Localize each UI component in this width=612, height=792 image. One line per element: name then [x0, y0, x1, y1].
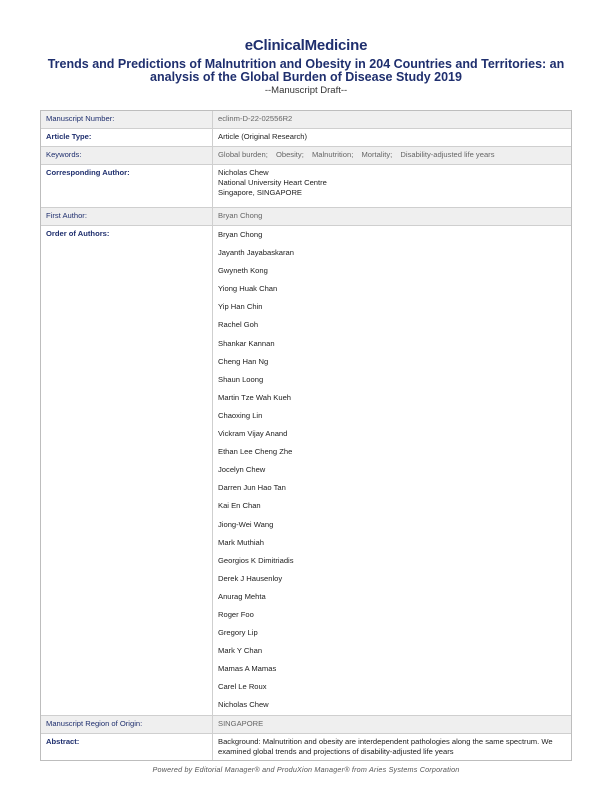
- author-item: Yip Han Chin: [218, 302, 263, 312]
- author-item: Jayanth Jayabaskaran: [218, 248, 294, 258]
- author-item: Bryan Chong: [218, 230, 263, 239]
- row-region-of-origin: [41, 716, 571, 734]
- author-item: Jocelyn Chew: [218, 465, 266, 475]
- corresponding-author-value: [213, 165, 571, 207]
- first-author-value: Bryan Chong: [218, 211, 263, 220]
- author-item: Carel Le Roux: [218, 682, 267, 692]
- keywords-label: Keywords:: [41, 147, 213, 164]
- author-item: Vickram Vijay Anand: [218, 429, 288, 439]
- manuscript-number-label: Manuscript Number:: [41, 111, 213, 128]
- author-item: Ethan Lee Cheng Zhe: [218, 447, 293, 457]
- row-first-author: [41, 208, 571, 226]
- order-of-authors-list: [213, 226, 571, 715]
- page-header: [0, 37, 612, 96]
- keyword-item: Disability-adjusted life years: [400, 150, 495, 159]
- abstract-text: Background: Malnutrition and obesity are interdependent pathologies along the same spectrum. We examined global trends and projections of disability-adjusted life years: [218, 736, 553, 756]
- region-of-origin-label: Manuscript Region of Origin:: [41, 716, 213, 733]
- author-item: Mark Y Chan: [218, 646, 263, 656]
- author-item: Derek J Hausenloy: [218, 573, 283, 583]
- keyword-item: Malnutrition;: [311, 150, 354, 159]
- row-abstract: [41, 734, 571, 760]
- corresponding-author-location: Singapore, SINGAPORE: [218, 188, 302, 197]
- author-item: Jiong-Wei Wang: [218, 519, 274, 529]
- author-item: Gwyneth Kong: [218, 266, 268, 276]
- author-item: Shankar Kannan: [218, 338, 275, 348]
- author-item: Anurag Mehta: [218, 591, 266, 601]
- row-article-type: [41, 129, 571, 147]
- keyword-item: Obesity;: [275, 150, 304, 159]
- manuscript-number-value: eclinm-D-22-02556R2: [218, 114, 293, 123]
- keyword-item: Mortality;: [361, 150, 393, 159]
- author-item: Kai En Chan: [218, 501, 261, 511]
- author-item: Shaun Loong: [218, 374, 264, 384]
- corresponding-author-institution: National University Heart Centre: [218, 178, 327, 187]
- author-item: Rachel Goh: [218, 320, 259, 330]
- corresponding-author-label: Corresponding Author:: [41, 165, 213, 207]
- author-item: Georgios K Dimitriadis: [218, 555, 294, 565]
- author-item: Chaoxing Lin: [218, 410, 263, 420]
- author-item: Nicholas Chew: [218, 700, 269, 710]
- author-item: Gregory Lip: [218, 628, 258, 638]
- author-item: Mark Muthiah: [218, 537, 265, 547]
- row-corresponding-author: [41, 165, 571, 208]
- article-type-value: Article (Original Research): [218, 132, 308, 141]
- article-type-label: Article Type:: [41, 129, 213, 146]
- manuscript-draft-label: --Manuscript Draft--: [264, 85, 348, 96]
- author-item: Cheng Han Ng: [218, 356, 269, 366]
- order-of-authors-label: Order of Authors:: [41, 226, 213, 715]
- keyword-item: Global burden;: [218, 150, 268, 159]
- keywords-value: [213, 147, 571, 164]
- manuscript-info-table: [40, 110, 572, 761]
- author-item: Roger Foo: [218, 609, 254, 619]
- journal-name: eClinicalMedicine: [244, 37, 368, 54]
- row-order-of-authors: [41, 226, 571, 716]
- author-item: Mamas A Mamas: [218, 664, 277, 674]
- author-item: Martin Tze Wah Kueh: [218, 392, 292, 402]
- abstract-label: Abstract:: [41, 734, 213, 760]
- page-footer: Powered by Editorial Manager® and ProduXion Manager® from Aries Systems Corporation: [152, 765, 460, 774]
- row-manuscript-number: [41, 111, 571, 129]
- region-of-origin-value: SINGAPORE: [218, 718, 264, 728]
- row-keywords: [41, 147, 571, 165]
- first-author-label: First Author:: [41, 208, 213, 225]
- author-item: Yiong Huak Chan: [218, 284, 278, 294]
- corresponding-author-name: Nicholas Chew: [218, 168, 269, 177]
- manuscript-title: Trends and Predictions of Malnutrition and Obesity in 204 Countries and Territories: an analysis of the Global Burden of Disease Study 2019: [47, 57, 565, 84]
- author-item: Darren Jun Hao Tan: [218, 483, 286, 493]
